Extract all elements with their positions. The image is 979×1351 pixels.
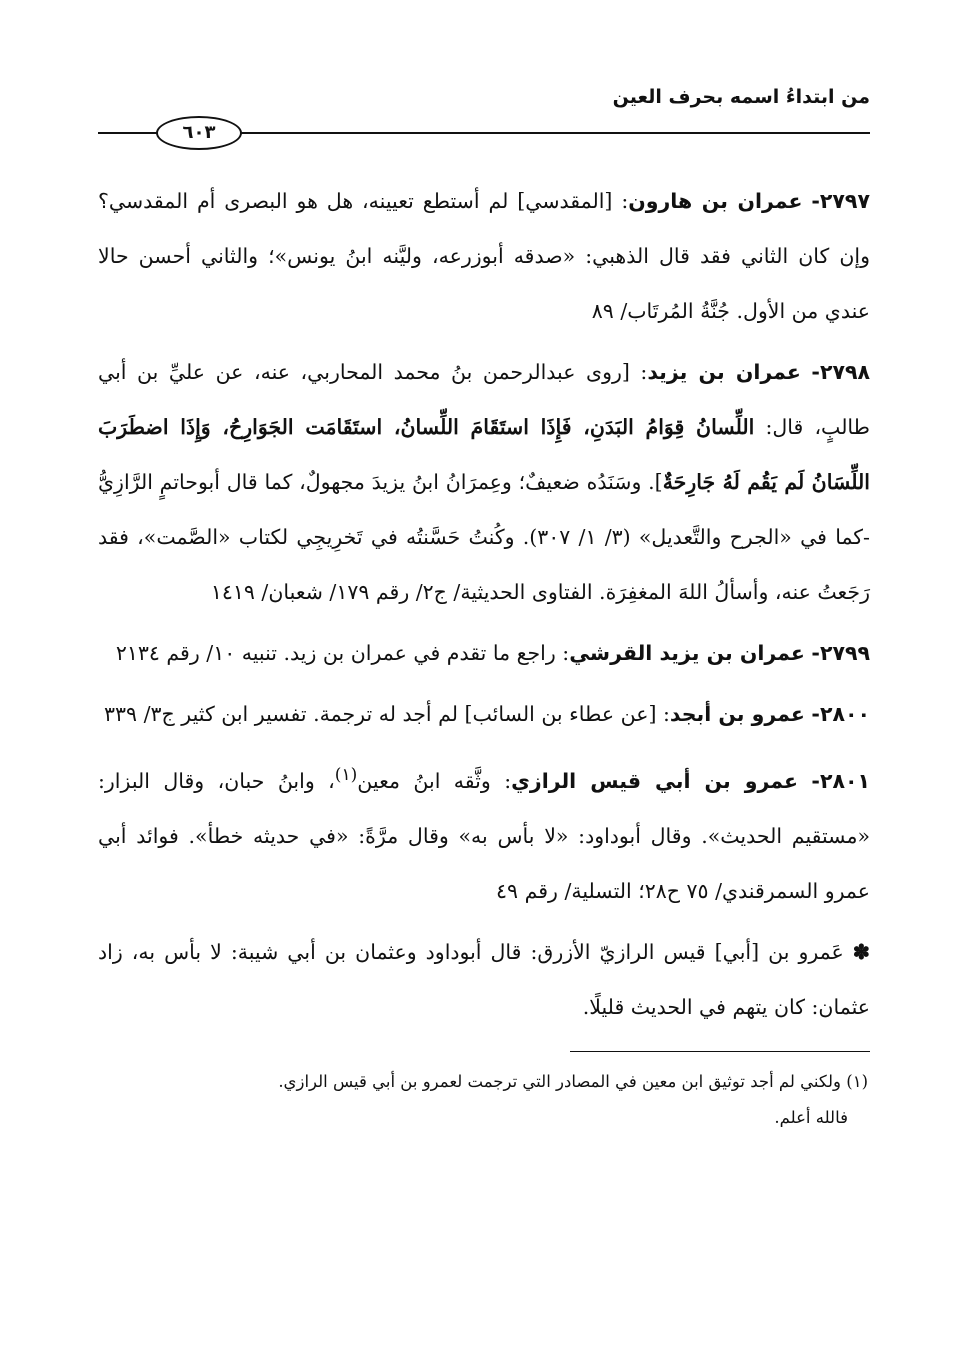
entry-text-after: ، وابنُ حبان، وقال البزار: «مستقيم الحديث». وقال أبوداود: «لا بأس به» وقال مرَّةً: «في حديثه خطأ». فوائد أبي عمرو السمرقندي/ ٧٥ ح٢٨؛ التسلية/ رقم ٤٩ <box>98 768 870 903</box>
running-title: من ابتداءُ اسمه بحرف العين <box>612 86 870 108</box>
entry-name: عمران بن يزيد <box>647 360 801 384</box>
entry-text: : [عن عطاء بن السائب] لم أجد له ترجمة. تفسير ابن كثير ج٣/ ٣٣٩ <box>104 702 670 726</box>
entry-name: عمران بن يزيد القرشي <box>569 641 805 665</box>
entry-2797 <box>98 174 870 339</box>
entry-name: عمران بن هارون <box>628 189 803 213</box>
footnote-1 <box>98 1064 868 1100</box>
hadith-quote: اللِّسانُ قِوَامُ البَدَنِ، فَإِذَا استَقَامَ اللِّسانُ، استَقَامَت الجَوَارِحُ، وَإِذَا اضطَرَبَ اللِّسَانُ لَم يَقُم لَهُ جَارِحَةٌ <box>98 415 870 494</box>
page-header <box>98 86 870 148</box>
footnote-reference[interactable]: (١) <box>334 765 358 785</box>
footnote-divider <box>570 1051 870 1052</box>
entry-2800 <box>98 687 870 742</box>
footnotes-section <box>98 1064 870 1136</box>
footnote-mark: (١) <box>846 1071 868 1091</box>
entry-text-after: ]. وسَنَدُه ضعيفٌ؛ وعِمرَانُ ابنُ يزيدَ مجهولٌ، كما قال أبوحاتمٍ الرَّازِيُّ -كما في «الجرح والتَّعديل» (٣/ ١/ ٣٠٧). وكُنتُ حَسَّنتُه في تَخرِيجِي لكتاب «الصَّمت»، فقد رَجَعتُ عنه، وأسألُ اللهَ المغفِرَة. الفتاوى الحديثية/ ج٢/ رقم ١٧٩/ شعبان/ ١٤١٩ <box>98 470 870 604</box>
entry-text-before: : [روى عبدالرحمن بنُ محمد المحاربي، عنه، عن عليِّ بن أبي طالبٍ، قال: <box>98 360 870 439</box>
entry-name: عمرو بن أبي قيس الرازي <box>511 768 798 793</box>
extra-note <box>98 925 870 1035</box>
entry-number: ٢٧٩٧- <box>811 189 870 213</box>
entry-number: ٢٨٠١- <box>811 768 870 793</box>
entry-2801 <box>98 748 870 919</box>
entry-text-before: : وثَّقه ابنُ معين <box>357 768 512 793</box>
entry-text: : راجع ما تقدم في عمران بن زيد. تنبيه ١٠/ رقم ٢١٣٤ <box>115 641 570 665</box>
entries-list <box>98 174 870 1035</box>
entry-number: ٢٧٩٨- <box>811 360 870 384</box>
entry-name: عمرو بن أبجد <box>669 702 805 726</box>
entry-number: ٢٧٩٩- <box>811 641 870 665</box>
star-icon: ✽ <box>852 939 870 964</box>
page-number-badge: ٦٠٣ <box>156 116 242 150</box>
entry-2799 <box>98 626 870 681</box>
footnote-closing: فالله أعلم. <box>774 1107 848 1127</box>
entry-number: ٢٨٠٠- <box>811 702 870 726</box>
extra-note-text: عَمرو بن [أبي] قيس الرازيّ الأزرق: قال أبوداود وعثمان بن أبي شيبة: لا بأس به، زاد عثمان: كان يتهم في الحديث قليلًا. <box>98 939 870 1019</box>
book-page <box>98 86 870 1286</box>
entry-text: : [المقدسي] لم أستطع تعيينه، هل هو البصرى أم المقدسي؟ وإن كان الثاني فقد قال الذهبي: «صدقه أبوزرعه، وليَّنه ابنُ يونس»؛ والثاني أحسن حالا عندي من الأول. جُنَّةُ المُرتَاب/ ٨٩ <box>98 189 870 323</box>
footnote-text: ولكني لم أجد توثيق ابن معين في المصادر التي ترجمت لعمرو بن أبي قيس الرازي. <box>278 1071 841 1091</box>
entry-2798 <box>98 345 870 620</box>
